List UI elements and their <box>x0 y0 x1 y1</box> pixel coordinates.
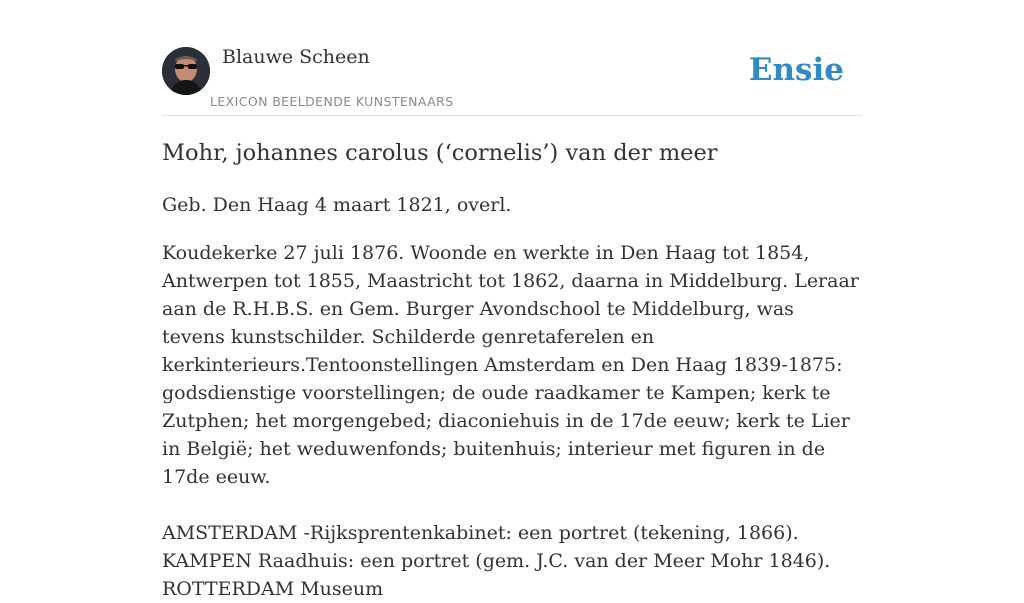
ensie-logo[interactable]: Ensie <box>748 52 844 88</box>
category-label[interactable]: LEXICON BEELDENDE KUNSTENAARS <box>210 94 454 109</box>
avatar[interactable] <box>162 47 210 95</box>
article-paragraph: Koudekerke 27 juli 1876. Woonde en werkte in Den Haag tot 1854, Antwerpen tot 1855, Maastricht tot 1862, daarna in Middelburg. Leraar aan de R.H.B.S. en Gem. Burger Avondschool te Middelburg, was tevens kunstschilder. Schilderde genretaferelen en kerkinterieurs.Tentoonstellingen Amsterdam en Den Haag 1839-1875: godsdienstige voorstellingen; de oude raadkamer te Kampen; kerk te Zutphen; het morgengebed; diaconiehuis in de 17de eeuw; kerk te Lier in België; het weduwenfonds; buitenhuis; interieur met figuren in de 17de eeuw. <box>162 242 859 488</box>
article-paragraph: AMSTERDAM -Rijksprentenkabinet: een portret (tekening, 1866). KAMPEN Raadhuis: een portret (gem. J.C. van der Meer Mohr 1846). ROTTERDAM Museum <box>162 522 831 600</box>
article-lead: Geb. Den Haag 4 maart 1821, overl. <box>162 194 512 216</box>
avatar-portrait-icon <box>162 47 210 95</box>
article-title: Mohr, johannes carolus (‘cornelis’) van der meer <box>162 140 718 166</box>
author-name[interactable]: Blauwe Scheen <box>222 46 370 68</box>
article-body <box>162 239 862 603</box>
header <box>162 0 862 116</box>
page-content <box>162 0 862 600</box>
